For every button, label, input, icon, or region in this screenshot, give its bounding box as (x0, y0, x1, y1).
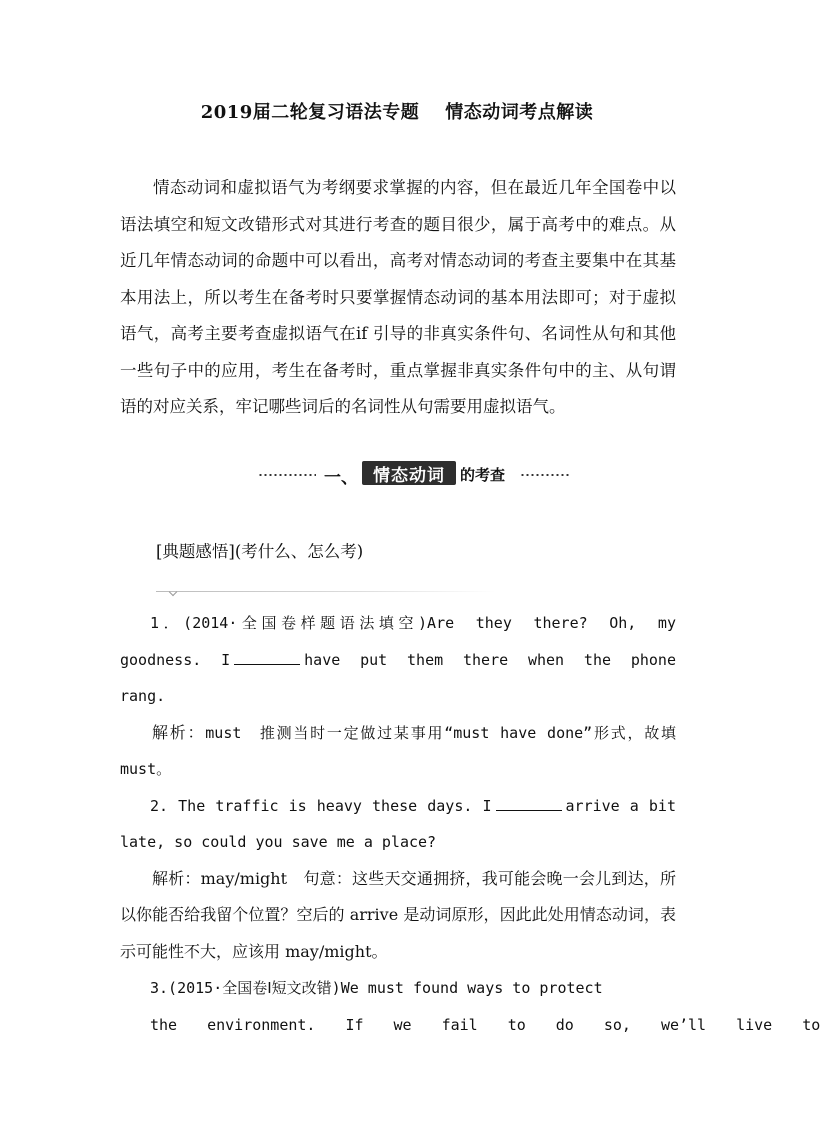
q3-word: fail (441, 1015, 478, 1034)
divider-dots-left (258, 474, 316, 476)
section-topic-badge: 情态动词 (362, 461, 456, 485)
q3-word: do (555, 1015, 574, 1034)
q2-analysis-label: 解析： (152, 868, 201, 888)
divider-dots-right (520, 474, 570, 476)
section-underline (156, 591, 496, 592)
q1-blank (234, 650, 300, 665)
page-title (0, 98, 794, 124)
q2-analysis-text: may/might 句意：这些天交通拥挤，我可能会晚一会儿到达，所以你能否给我留个位置？空后的 arrive 是动词原形，因此此处用情态动词，表示可能性不大，应该用 may/might。 (120, 868, 676, 961)
q1-lead: 1．(2014·全国卷样题语法填空)Are they there? Oh, my goodness. I (120, 614, 676, 669)
question-3-line-2 (120, 1007, 820, 1044)
questions-block (120, 605, 820, 1043)
q1-analysis-text: must 推测当时一定做过某事用“must have done”形式，故填 must。 (120, 723, 676, 778)
q2-analysis (120, 861, 676, 971)
question-3 (120, 970, 676, 1007)
q3-word: to (507, 1015, 526, 1034)
q3-word: environment. (207, 1015, 316, 1034)
intro-paragraph-block (120, 170, 676, 426)
q3-word: we (393, 1015, 412, 1034)
chevron-down-icon (169, 588, 177, 596)
title-main: 2019届二轮复习语法专题 (200, 102, 420, 123)
q1-rest: have put them there when the phone rang. (120, 650, 676, 705)
q2-lead: 2. The traffic is heavy these days. I (150, 796, 492, 815)
q1-analysis-label: 解析： (152, 722, 206, 742)
intro-paragraph: 情态动词和虚拟语气为考纲要求掌握的内容，但在最近几年全国卷中以语法填空和短文改错形式对其进行考查的题目很少，属于高考中的难点。从近几年情态动词的命题中可以看出，高考对情态动词的考查主要集中在其基本用法上，所以考生在备考时只要掌握情态动词的基本用法即可；对于虚拟语气，高考主要考查虚拟语气在if 引导的非真实条件句、名词性从句和其他一些句子中的应用，考生在备考时，重点掌握非真实条件句中的主、从句谓语的对应关系，牢记哪些词后的名词性从句需要用虚拟语气。 (120, 178, 676, 416)
q3-lead: 3.(2015·全国卷Ⅰ短文改错)We must found ways to protect (150, 979, 603, 997)
q3-word: so, (603, 1015, 631, 1034)
q3-word: live (736, 1015, 773, 1034)
title-sub: 情态动词考点解读 (445, 102, 594, 123)
q3-word: the (150, 1015, 178, 1034)
section-topic-tail: 的考查 (460, 466, 506, 484)
section-number: 一、 (324, 468, 358, 488)
section-label: [典题感悟](考什么、怎么考) (156, 542, 364, 561)
q3-word: to (802, 1015, 820, 1034)
section-divider (258, 460, 578, 490)
q2-rest: arrive a bit late, so could you save me a place? (120, 796, 676, 851)
q3-word: If (345, 1015, 364, 1034)
q1-analysis (120, 715, 676, 788)
q3-word: we’ll (660, 1015, 707, 1034)
question-1 (120, 605, 676, 715)
q2-blank (496, 796, 562, 811)
question-2 (120, 788, 676, 861)
